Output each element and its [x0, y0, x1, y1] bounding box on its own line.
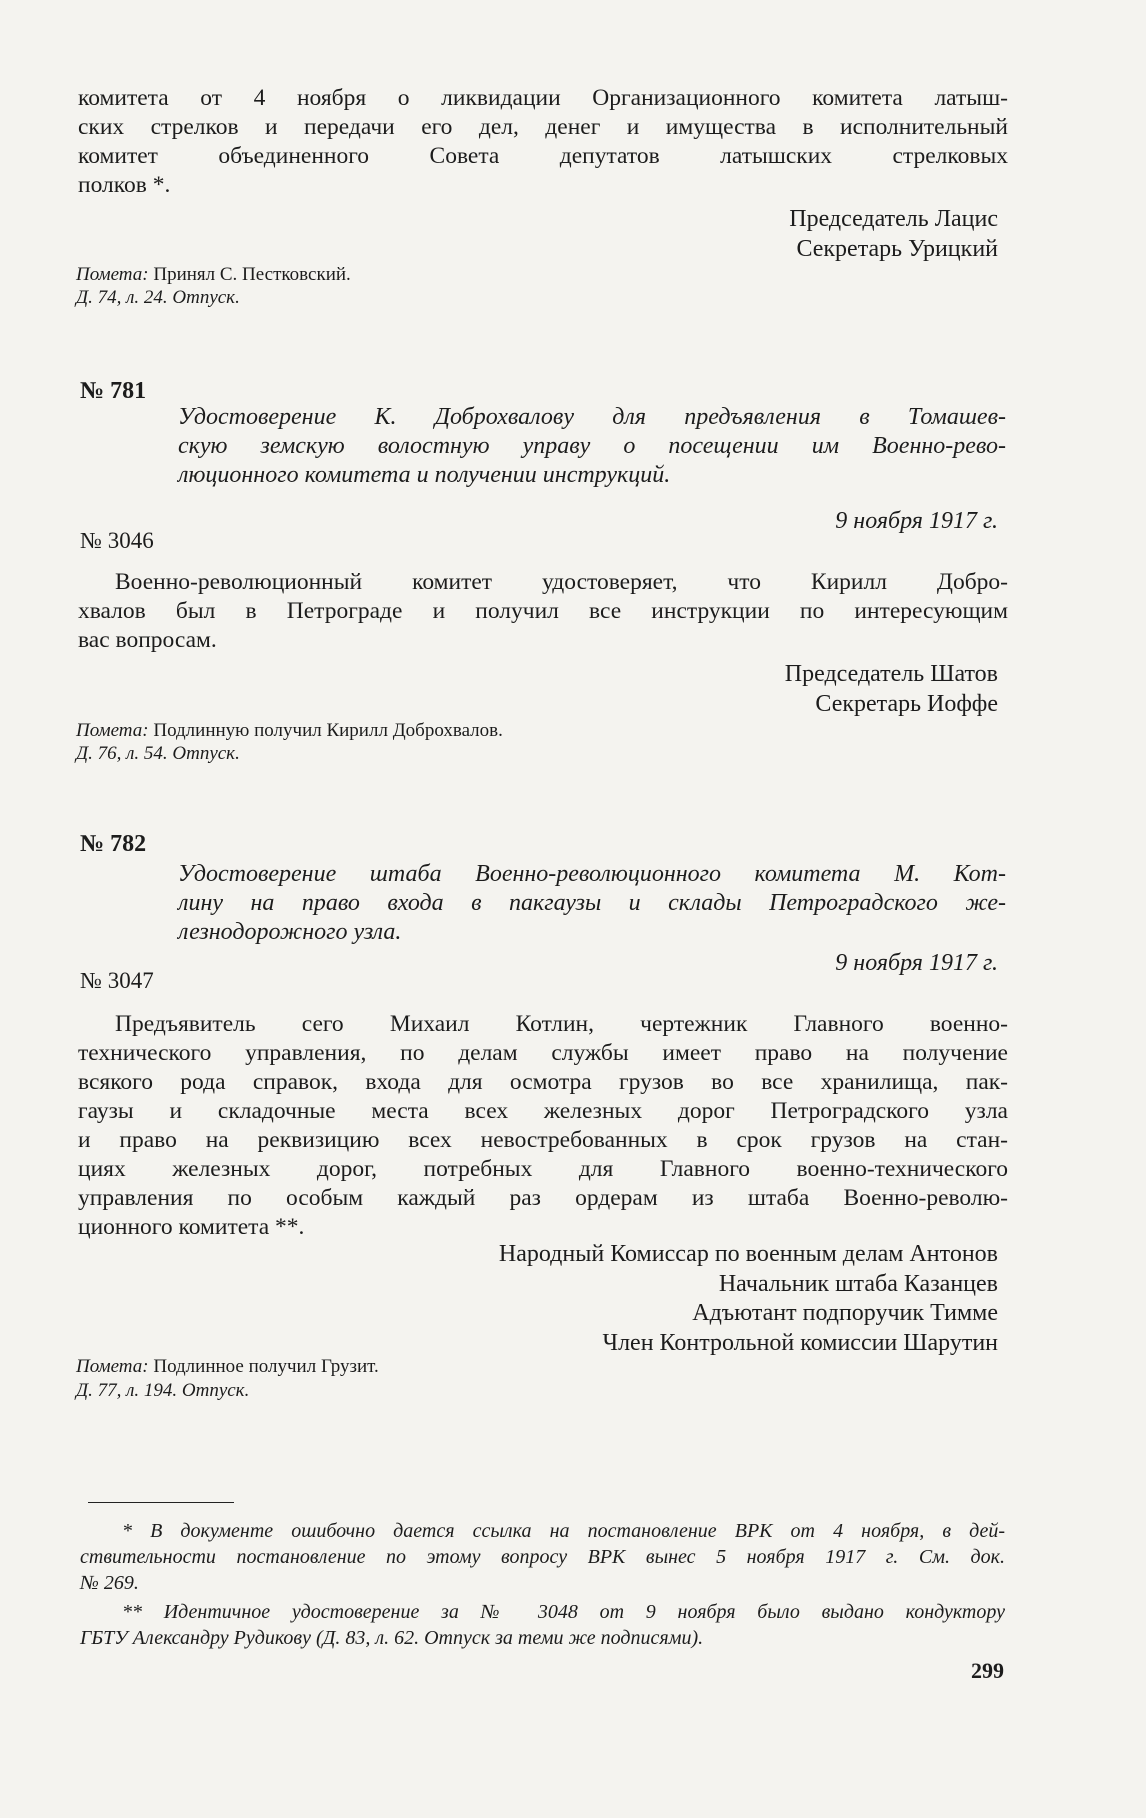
- footnote-2: [80, 1599, 1005, 1651]
- archive-reference: Д. 76, л. 54. Отпуск.: [76, 743, 240, 764]
- document-heading: [178, 860, 1006, 947]
- footnote-line: ствительности постановление по этому вопросу ВРК вынес 5 ноября 1917 г. См. док.: [80, 1546, 1005, 1568]
- text-line: ционного комитета **.: [78, 1214, 305, 1240]
- text-line: полков *.: [78, 172, 171, 198]
- note-label: Помета:: [76, 264, 149, 285]
- signature-line: Начальник штаба Казанцев: [718, 1270, 998, 1297]
- signature-line: Адъютант подпоручик Тимме: [692, 1300, 998, 1326]
- document-signatures: [785, 660, 998, 719]
- note-label: Помета:: [76, 720, 149, 741]
- note-text: Подлинное получил Грузит.: [153, 1356, 379, 1377]
- heading-line: лезнодорожного узла.: [178, 919, 402, 945]
- text-line: управления по особым каждый раз ордерам из штаба Военно-револю-: [78, 1185, 1008, 1211]
- text-line: и право на реквизицию всех невостребованных в срок грузов на стан-: [78, 1127, 1008, 1153]
- footnote-line: ГБТУ Александру Рудикову (Д. 83, л. 62. Отпуск за теми же подписями).: [80, 1627, 704, 1649]
- archive-reference: Д. 77, л. 194. Отпуск.: [76, 1380, 250, 1401]
- document-body: [78, 1010, 1008, 1242]
- text-line: технического управления, по делам службы имеет право на получение: [78, 1040, 1008, 1066]
- signature-line: Председатель Шатов: [784, 661, 998, 687]
- text-line: гаузы и складочные места всех железных дорог Петроградского узла: [78, 1098, 1008, 1124]
- text-line: ских стрелков и передачи его дел, денег и имущества в исполнительный: [78, 114, 1008, 140]
- document-body: [78, 568, 1008, 655]
- text-line: хвалов был в Петрограде и получил все инструкции по интересующим: [78, 598, 1008, 624]
- text-line: вас вопросам.: [78, 627, 217, 653]
- document-signatures: [499, 1240, 998, 1358]
- signature-line: Народный Комиссар по военным делам Антонов: [498, 1241, 998, 1267]
- registry-number: № 3046: [80, 528, 154, 553]
- page-number: 299: [971, 1658, 1004, 1683]
- text-line: Военно-революционный комитет удостоверяет, что Кирилл Добро-: [115, 569, 1008, 595]
- heading-line: лину на право входа в пакгаузы и склады Петроградского же-: [178, 890, 1006, 916]
- document-date: 9 ноября 1917 г.: [835, 508, 998, 534]
- text-line: комитет объединенного Совета депутатов латышских стрелковых: [78, 143, 1008, 169]
- text-line: Предъявитель сего Михаил Котлин, чертежник Главного военно-: [115, 1011, 1008, 1037]
- signature-line: Член Контрольной комиссии Шарутин: [602, 1329, 998, 1356]
- note-label: Помета:: [76, 1356, 149, 1377]
- signature-line: Председатель Лацис: [789, 206, 998, 232]
- footnote-line: * В документе ошибочно дается ссылка на постановление ВРК от 4 ноября, в дей-: [122, 1520, 1005, 1542]
- note-text: Подлинную получил Кирилл Доброхвалов.: [153, 720, 503, 741]
- text-line: комитета от 4 ноября о ликвидации Организационного комитета латыш-: [78, 85, 1008, 111]
- archive-reference: Д. 74, л. 24. Отпуск.: [76, 287, 240, 308]
- heading-line: люционного комитета и получении инструкций.: [178, 462, 671, 488]
- heading-line: Удостоверение штаба Военно-революционного комитета М. Кот-: [178, 861, 1006, 887]
- opening-signatures: [789, 205, 998, 264]
- heading-line: Удостоверение К. Доброхвалову для предъявления в Томашев-: [178, 404, 1006, 430]
- document-number: № 781: [80, 378, 147, 404]
- text-line: циях железных дорог, потребных для Главного военно-технического: [78, 1156, 1008, 1182]
- opening-paragraph: [78, 84, 1008, 200]
- note-text: Принял С. Пестковский.: [153, 264, 351, 285]
- footnote-1: [80, 1518, 1005, 1596]
- document-number: № 782: [80, 831, 147, 857]
- document-note: [76, 1354, 379, 1380]
- footnote-line: ** Идентичное удостоверение за № 3048 от 9 ноября было выдано кондуктору: [122, 1601, 1005, 1623]
- document-date: 9 ноября 1917 г.: [835, 950, 998, 976]
- text-line: всякого рода справок, входа для осмотра грузов во все хранилища, пак-: [78, 1069, 1008, 1095]
- heading-line: скую земскую волостную управу о посещении им Военно-рево-: [178, 433, 1006, 459]
- registry-number: № 3047: [80, 968, 154, 993]
- signature-line: Секретарь Иоффе: [815, 690, 998, 717]
- footnote-line: № 269.: [80, 1572, 139, 1594]
- footnote-divider: [88, 1502, 234, 1503]
- opening-note: [76, 262, 351, 288]
- document-heading: [178, 403, 1006, 490]
- signature-line: Секретарь Урицкий: [796, 235, 998, 262]
- document-note: [76, 718, 503, 744]
